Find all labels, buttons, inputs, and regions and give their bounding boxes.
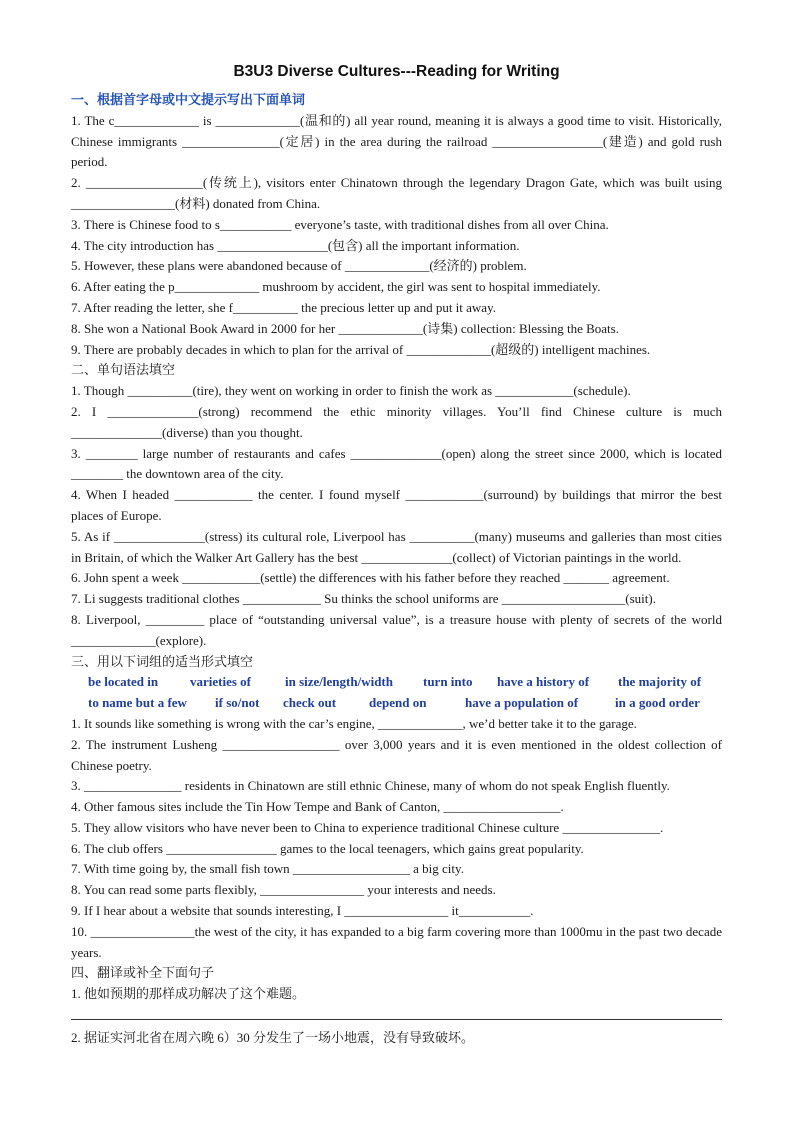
list-item: 2. __________________(传统上), visitors enter Chinatown through the legendary Dragon Gate, which was built using ________________(材料) donated from China. — [71, 175, 722, 211]
list-item: 10. ________________the west of the city, it has expanded to a big farm covering more than 1000mu in the past two decade years. — [71, 923, 722, 960]
list-item: 5. As if ______________(stress) its cultural role, Liverpool has __________(many) museums and galleries than most cities in Britain, of which the Walker Art Gallery has the best ______________(collect) of Victorian paintings in the world. — [71, 528, 722, 565]
section-2-heading: 二、单句语法填空 — [71, 362, 176, 378]
list-item: 1. It sounds like something is wrong with the car’s engine, _____________, we’d better take it to the garage. — [71, 715, 637, 731]
list-item: 2. 据证实河北省在周六晚 6）30 分发生了一场小地震，没有导致破坏。 — [71, 1030, 475, 1046]
list-item: 6. The club offers _________________ games to the local teenagers, which gains great popularity. — [71, 840, 584, 856]
list-item: 7. With time going by, the small fish town __________________ a big city. — [71, 861, 464, 877]
list-item: 9. If I hear about a website that sounds interesting, I ________________ it___________. — [71, 903, 534, 919]
section-1-heading: 一、根据首字母或中文提示写出下面单词 — [71, 92, 306, 107]
section-3-list — [71, 714, 722, 964]
list-item: 3. ________ large number of restaurants and cafes ______________(open) along the street since 2000, which is located ________ the downtown area of the city. — [71, 445, 722, 482]
word-bank-item: be located in — [88, 674, 159, 690]
answer-line[interactable] — [71, 1005, 722, 1020]
worksheet — [71, 60, 722, 1049]
list-item: 8. Liverpool, _________ place of “outstanding universal value”, is a treasure house with plenty of secrets of the world _____________(explore). — [71, 611, 722, 648]
word-bank-item: check out — [283, 695, 337, 711]
word-bank-row — [88, 693, 722, 714]
list-item: 5. However, these plans were abandoned because of _____________(经济的) problem. — [71, 258, 527, 274]
list-item: 1. The c_____________ is _____________(温和的) all year round, meaning it is always a good time to visit. Historically, Chinese immigrants _______________(定居) in the area during the railroad _________________(建造) and gold rush period. — [71, 112, 722, 170]
word-bank-item: have a population of — [465, 695, 579, 711]
word-bank-item: if so/not — [215, 695, 260, 711]
word-bank-row — [88, 672, 722, 693]
list-item: 8. She won a National Book Award in 2000 for her _____________(诗集) collection: Blessing the Boats. — [71, 320, 619, 336]
section-4-heading: 四、翻译或补全下面句子 — [71, 965, 215, 981]
section-2-list — [71, 381, 722, 651]
list-item: 4. Other famous sites include the Tin How Tempe and Bank of Canton, __________________. — [71, 799, 564, 815]
list-item: 7. Li suggests traditional clothes ____________ Su thinks the school uniforms are ___________________(suit). — [71, 591, 656, 607]
section-1-list — [71, 111, 722, 361]
word-bank-item: to name but a few — [88, 695, 187, 711]
word-bank-item: depend on — [369, 695, 427, 711]
section-3-heading: 三、用以下词组的适当形式填空 — [71, 653, 254, 669]
list-item: 4. When I headed ____________ the center. I found myself ____________(surround) by buildings that mirror the best places of Europe. — [71, 487, 722, 523]
word-bank-item: turn into — [423, 674, 473, 690]
word-bank-item: varieties of — [190, 674, 252, 690]
list-item: 6. John spent a week ____________(settle) the differences with his father before they reached _______ agreement. — [71, 570, 670, 586]
list-item: 5. They allow visitors who have never been to China to experience traditional Chinese culture _______________. — [71, 819, 664, 835]
word-bank-item: the majority of — [618, 674, 702, 690]
section-4-list — [71, 984, 722, 1049]
list-item: 8. You can read some parts flexibly, ________________ your interests and needs. — [71, 882, 496, 898]
word-bank-item: in a good order — [615, 695, 700, 711]
list-item: 6. After eating the p_____________ mushroom by accident, the girl was sent to hospital immediately. — [71, 279, 601, 295]
page-title: B3U3 Diverse Cultures---Reading for Writing — [233, 63, 560, 80]
word-bank-item: have a history of — [497, 674, 590, 690]
list-item: 2. The instrument Lusheng __________________ over 3,000 years and it is even mentioned in the oldest collection of Chinese poetry. — [71, 736, 722, 773]
list-item: 1. Though __________(tire), they went on working in order to finish the work as ____________(schedule). — [71, 383, 631, 399]
list-item: 2. I ______________(strong) recommend the ethic minority villages. You’ll find Chinese culture is much ______________(diverse) than you thought. — [71, 403, 722, 440]
list-item: 3. There is Chinese food to s___________ everyone’s taste, with traditional dishes from all over China. — [71, 216, 609, 232]
word-bank — [71, 672, 722, 714]
list-item: 3. _______________ residents in Chinatown are still ethnic Chinese, many of whom do not speak English fluently. — [71, 778, 670, 794]
word-bank-item: in size/length/width — [285, 674, 393, 690]
list-item: 9. There are probably decades in which to plan for the arrival of _____________(超级的) intelligent machines. — [71, 341, 651, 357]
list-item: 7. After reading the letter, she f__________ the precious letter up and put it away. — [71, 299, 496, 315]
list-item: 1. 他如预期的那样成功解决了这个难题。 — [71, 986, 306, 1002]
list-item: 4. The city introduction has _________________(包含) all the important information. — [71, 237, 520, 253]
